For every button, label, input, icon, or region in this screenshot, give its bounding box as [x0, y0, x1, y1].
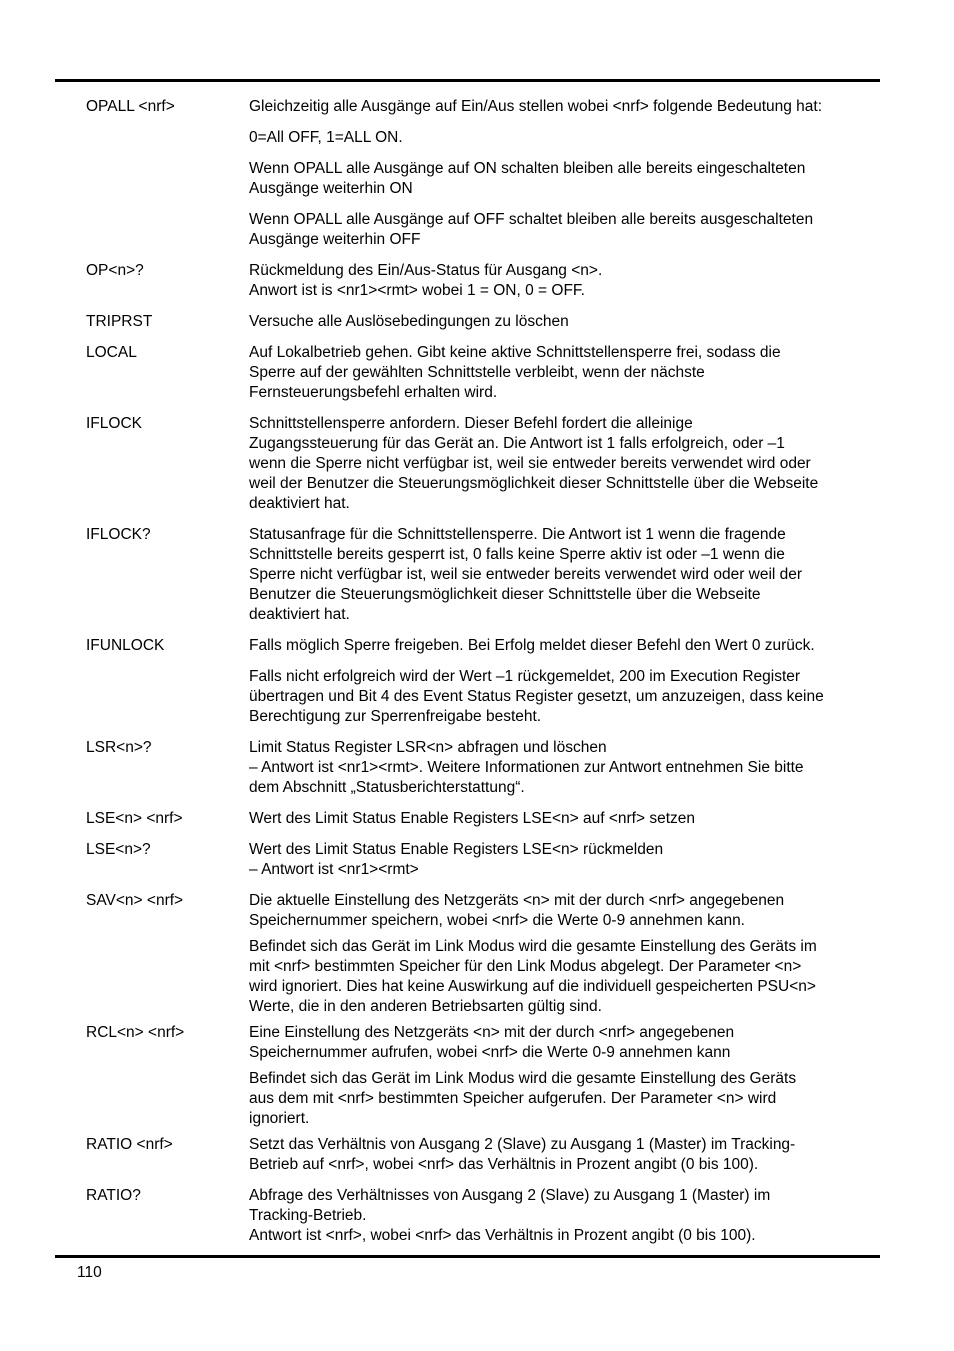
description-paragraph: Befindet sich das Gerät im Link Modus wird die gesamte Einstellung des Geräts aus dem mit <nrf> bestimmten Speicher aufgerufen. Der Parameter <n> wird ignoriert. [249, 1070, 797, 1127]
command-name: IFUNLOCK [86, 637, 165, 654]
command-row [86, 1134, 916, 1185]
command-description [249, 1185, 916, 1256]
description-paragraph: Wenn OPALL alle Ausgänge auf OFF schaltet bleiben alle bereits ausgeschalteten Ausgänge weiterhin OFF [249, 211, 814, 248]
description-paragraph: Eine Einstellung des Netzgeräts <n> mit der durch <nrf> angegebenen Speichernummer aufrufen, wobei <nrf> die Werte 0-9 annehmen kann [249, 1024, 735, 1061]
command-name: LSE<n> <nrf> [86, 810, 183, 827]
command-name: TRIPRST [86, 313, 153, 330]
command-row [86, 342, 916, 413]
command-row [86, 737, 916, 808]
command-description [249, 808, 916, 839]
command-name: OP<n>? [86, 262, 144, 279]
command-description [249, 413, 916, 524]
description-paragraph: Statusanfrage für die Schnittstellensperre. Die Antwort ist 1 wenn die fragende Schnittstelle bereits gesperrt ist, 0 falls keine Sperre aktiv ist oder –1 wenn die Sperre nicht verfügbar ist, weil sie entweder bereits verwendet wird oder weil der Benutzer die Steuerungsmöglichkeit dieser Schnittstelle über die Webseite deaktiviert hat. [249, 526, 803, 623]
command-table [86, 96, 916, 1256]
command-description [249, 1022, 916, 1134]
command-row [86, 413, 916, 524]
command-name: LSE<n>? [86, 841, 151, 858]
command-description [249, 524, 916, 635]
command-name: SAV<n> <nrf> [86, 892, 184, 909]
command-description [249, 96, 916, 260]
description-paragraph: Falls nicht erfolgreich wird der Wert –1 rückgemeldet, 200 im Execution Register übertragen und Bit 4 des Event Status Register gesetzt, um anzuzeigen, dass keine Berechtigung zur Sperrenfreigabe besteht. [249, 668, 824, 725]
description-paragraph: Schnittstellensperre anfordern. Dieser Befehl fordert die alleinige Zugangssteuerung für das Gerät an. Die Antwort ist 1 falls erfolgreich, oder –1 wenn die Sperre nicht verfügbar ist, weil sie entweder bereits verwendet wird oder weil der Benutzer die Steuerungsmöglichkeit dieser Schnittstelle über die Webseite deaktiviert hat. [249, 415, 819, 512]
command-row [86, 808, 916, 839]
description-paragraph: Befindet sich das Gerät im Link Modus wird die gesamte Einstellung des Geräts im mit <nrf> bestimmten Speicher für den Link Modus abgelegt. Der Parameter <n> wird ignoriert. Dies hat keine Auswirkung auf die individuell gespeicherten PSU<n> Werte, die in den anderen Betriebsarten gültig sind. [249, 938, 817, 1015]
command-name: LOCAL [86, 344, 137, 361]
command-description [249, 635, 916, 737]
command-description [249, 260, 916, 311]
command-description [249, 839, 916, 890]
command-row [86, 96, 916, 260]
command-row [86, 311, 916, 342]
command-row [86, 839, 916, 890]
command-row [86, 524, 916, 635]
description-paragraph: Rückmeldung des Ein/Aus-Status für Ausgang <n>. Anwort ist is <nr1><rmt> wobei 1 = ON, 0 = OFF. [249, 262, 603, 299]
command-name: LSR<n>? [86, 739, 152, 756]
command-name: IFLOCK [86, 415, 142, 432]
command-name: RATIO <nrf> [86, 1136, 173, 1153]
description-paragraph: Wenn OPALL alle Ausgänge auf ON schalten bleiben alle bereits eingeschalteten Ausgänge weiterhin ON [249, 160, 806, 197]
description-paragraph: Falls möglich Sperre freigeben. Bei Erfolg meldet dieser Befehl den Wert 0 zurück. [249, 637, 815, 654]
command-row [86, 890, 916, 1022]
description-paragraph: Gleichzeitig alle Ausgänge auf Ein/Aus stellen wobei <nrf> folgende Bedeutung hat: [249, 98, 823, 115]
description-paragraph: Versuche alle Auslösebedingungen zu löschen [249, 313, 569, 330]
command-description [249, 311, 916, 342]
command-description [249, 342, 916, 413]
command-name: RATIO? [86, 1187, 141, 1204]
command-name: IFLOCK? [86, 526, 151, 543]
description-paragraph: 0=All OFF, 1=ALL ON. [249, 129, 403, 146]
footer-rule [55, 1255, 880, 1258]
command-row [86, 1185, 916, 1256]
description-paragraph: Auf Lokalbetrieb gehen. Gibt keine aktive Schnittstellensperre frei, sodass die Sperre auf der gewählten Schnittstelle verbleibt, wenn der nächste Fernsteuerungsbefehl erhalten wird. [249, 344, 781, 401]
command-row [86, 260, 916, 311]
description-paragraph: Setzt das Verhältnis von Ausgang 2 (Slave) zu Ausgang 1 (Master) im Tracking- Betrieb auf <nrf>, wobei <nrf> das Verhältnis in Prozent angibt (0 bis 100). [249, 1136, 796, 1173]
description-paragraph: Wert des Limit Status Enable Registers LSE<n> rückmelden – Antwort ist <nr1><rmt> [249, 841, 664, 878]
command-description [249, 890, 916, 1022]
command-row [86, 1022, 916, 1134]
command-name: OPALL <nrf> [86, 98, 175, 115]
description-paragraph: Die aktuelle Einstellung des Netzgeräts <n> mit der durch <nrf> angegebenen Speichernummer speichern, wobei <nrf> die Werte 0-9 annehmen kann. [249, 892, 785, 929]
description-paragraph: Abfrage des Verhältnisses von Ausgang 2 (Slave) zu Ausgang 1 (Master) im Tracking-Betrieb. Antwort ist <nrf>, wobei <nrf> das Verhältnis in Prozent angibt (0 bis 100). [249, 1187, 771, 1244]
command-description [249, 737, 916, 808]
header-rule [55, 79, 880, 82]
description-paragraph: Limit Status Register LSR<n> abfragen und löschen – Antwort ist <nr1><rmt>. Weitere Informationen zur Antwort entnehmen Sie bitte dem Abschnitt „Statusberichterstattung“. [249, 739, 804, 796]
command-description [249, 1134, 916, 1185]
command-name: RCL<n> <nrf> [86, 1024, 185, 1041]
command-row [86, 635, 916, 737]
description-paragraph: Wert des Limit Status Enable Registers LSE<n> auf <nrf> setzen [249, 810, 696, 827]
page-number: 110 [77, 1264, 102, 1281]
